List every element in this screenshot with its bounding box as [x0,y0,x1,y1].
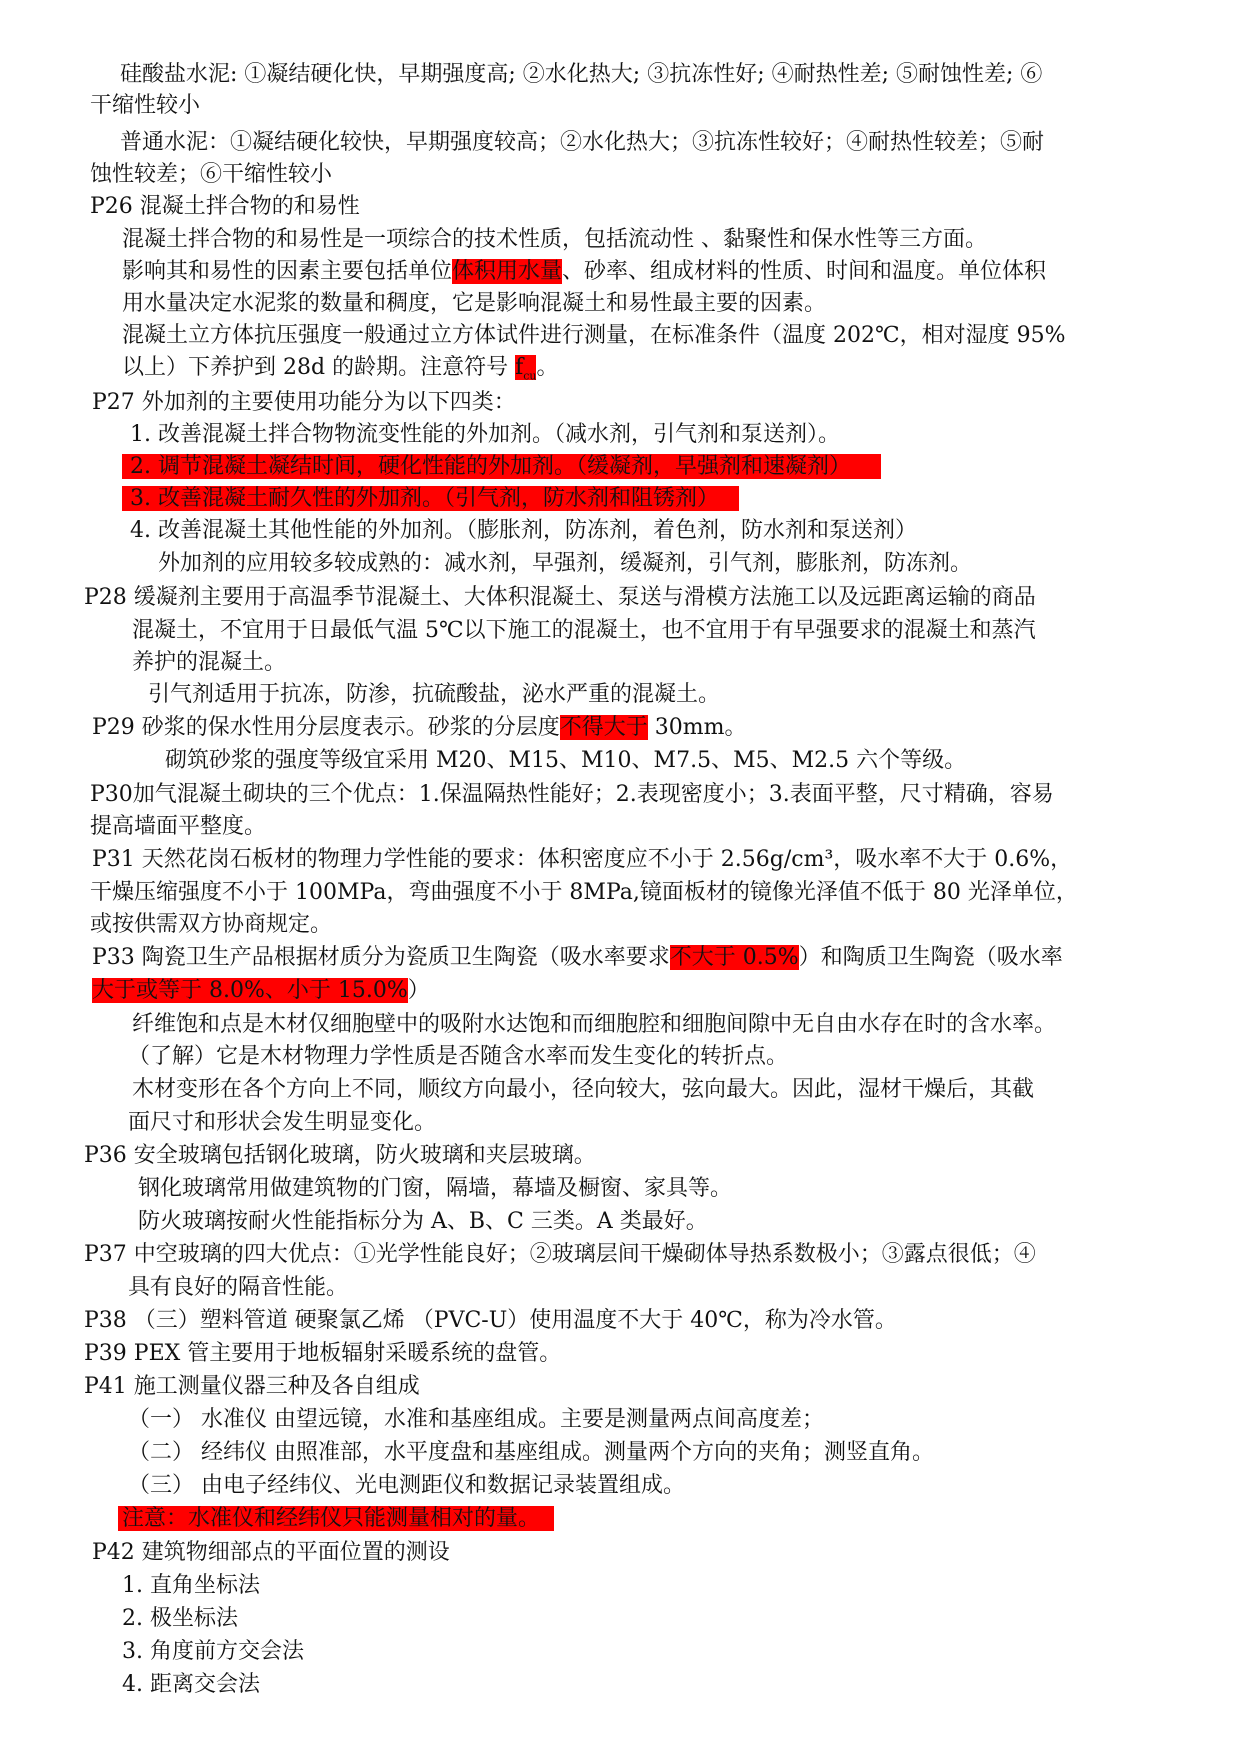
method-3: 3. 角度前方交会法 [122,1639,304,1664]
cement-line-1: 硅酸盐水泥: ①凝结硬化快，早期强度高; ②水化热大; ③抗冻性好; ④耐热性差; ⑤耐蚀性差; ⑥ [120,62,1043,87]
fireproof-glass-line: 防火玻璃按耐火性能指标分为 A、B、C 三类。A 类最好。 [138,1209,708,1234]
heading-p27: P27 外加剂的主要使用功能分为以下四类： [92,390,516,415]
highlight: 不大于 0.5% [669,945,799,970]
heading-p42: P42 建筑物细部点的平面位置的测设 [92,1540,450,1565]
admixture-item-4: 4. 改善混凝土其他性能的外加剂。（膨胀剂，防冻剂，着色剂，防水剂和泵送剂） [130,518,917,543]
instrument-3: （三） 由电子经纬仪、光电测距仪和数据记录装置组成。 [128,1473,685,1498]
ceramic-line-2: 大于或等于 8.0%、小于 15.0%） [92,978,430,1003]
heading-p30: P30加气混凝土砌块的三个优点：1.保温隔热性能好；2.表现密度小；3.表面平整，尺寸精确，容易 [90,782,1054,807]
workability-line-3: 用水量决定水泥浆的数量和稠度，它是影响混凝土和易性最主要的因素。 [122,291,827,316]
cement-line-2: 干缩性较小 [90,93,201,118]
heading-p28: P28 缓凝剂主要用于高温季节混凝土、大体积混凝土、泵送与滑模方法施工以及远距离运输的商品 [84,585,1036,610]
mortar-grades: 砌筑砂浆的强度等级宜采用 M20、M15、M10、M7.5、M5、M2.5 六个等级。 [165,748,967,773]
retarder-line-2: 混凝土，不宜用于日最低气温 5℃以下施工的混凝土，也不宜用于有早强要求的混凝土和蒸汽 [132,618,1036,643]
wood-deform-line-2: 面尺寸和形状会发生明显变化。 [128,1110,437,1135]
granite-line-2: 干燥压缩强度不小于 100MPa，弯曲强度不小于 8MPa,镜面板材的镜像光泽值不低于 80 光泽单位， [90,880,1078,905]
admixture-item-2: 2. 调节混凝土凝结时间，硬化性能的外加剂。（缓凝剂，早强剂和速凝剂） [122,452,881,482]
method-1: 1. 直角坐标法 [122,1573,260,1598]
air-entrainer-line: 引气剂适用于抗冻，防渗，抗硫酸盐，泌水严重的混凝土。 [148,682,721,707]
instrument-1: （一） 水准仪 由望远镜，水准和基座组成。主要是测量两点间高度差； [128,1407,824,1432]
instrument-2: （二） 经纬仪 由照准部，水平度盘和基座组成。测量两个方向的夹角；测竖直角。 [128,1440,934,1465]
tempered-glass-line: 钢化玻璃常用做建筑物的门窗，隔墙，幕墙及橱窗、家具等。 [138,1176,733,1201]
admixture-item-3: 3. 改善混凝土耐久性的外加剂。（引气剂，防水剂和阻锈剂） [122,484,739,514]
highlight: 不得大于 [559,715,648,740]
retarder-line-3: 养护的混凝土。 [132,650,287,675]
admixture-item-1: 1. 改善混凝土拌合物物流变性能的外加剂。（减水剂，引气剂和泵送剂）。 [130,422,840,447]
fiber-saturation-line-2: （了解）它是木材物理力学性质是否随含水率而发生变化的转折点。 [128,1044,789,1069]
wood-deform-line-1: 木材变形在各个方向上不同，顺纹方向最小，径向较大，弦向最大。因此，湿材干燥后，其截 [132,1077,1035,1102]
heading-p29: P29 砂浆的保水性用分层度表示。砂浆的分层度不得大于 30mm。 [92,715,747,740]
hollow-glass-line-2: 具有良好的隔音性能。 [128,1275,349,1300]
heading-p36: P36 安全玻璃包括钢化玻璃，防火玻璃和夹层玻璃。 [84,1143,596,1168]
workability-line-1: 混凝土拌合物的和易性是一项综合的技术性质，包括流动性 、黏聚性和保水性等三方面。 [122,227,987,252]
heading-p41: P41 施工测量仪器三种及各自组成 [84,1374,420,1399]
workability-line-2: 影响其和易性的因素主要包括单位体积用水量、砂率、组成材料的性质、时间和温度。单位体积 [122,259,1047,284]
symbol-fcu: $f_{cu}$ [515,355,537,383]
granite-line-3: 或按供需双方协商规定。 [90,912,333,937]
highlight: 大于或等于 8.0%、小于 15.0% [92,978,408,1003]
aerated-line-2: 提高墙面平整度。 [90,814,267,839]
method-2: 2. 极坐标法 [122,1606,238,1631]
heading-p31: P31 天然花岗石板材的物理力学性能的要求：体积密度应不小于 2.56g/cm³，吸水率不大于 0.6%， [92,847,1073,872]
method-4: 4. 距离交会法 [122,1672,260,1697]
fiber-saturation-line-1: 纤维饱和点是木材仅细胞壁中的吸附水达饱和而细胞腔和细胞间隙中无自由水存在时的含水率。 [132,1012,1057,1037]
heading-p37: P37 中空玻璃的四大优点：①光学性能良好；②玻璃层间干燥砌体导热系数极小；③露点很低；④ [84,1242,1036,1267]
heading-p26: P26 混凝土拌合物的和易性 [90,194,360,219]
heading-p39: P39 PEX 管主要用于地板辐射采暖系统的盘管。 [84,1341,562,1366]
heading-p38: P38 （三）塑料管道 硬聚氯乙烯 （PVC-U）使用温度不大于 40℃，称为冷水管。 [84,1308,897,1333]
cement-line-3: 普通水泥：①凝结硬化较快，早期强度较高；②水化热大；③抗冻性较好；④耐热性较差；⑤耐 [120,130,1045,155]
highlight: 体积用水量 [452,259,563,284]
strength-line-2: 以上）下养护到 28d 的龄期。注意符号 $f_{cu}$。 [122,355,559,383]
cement-line-4: 蚀性较差；⑥干缩性较小 [90,162,333,187]
heading-p33: P33 陶瓷卫生产品根据材质分为瓷质卫生陶瓷（吸水率要求不大于 0.5%）和陶质卫生陶瓷（吸水率 [92,945,1063,970]
note-line: 注意：水准仪和经纬仪只能测量相对的量。 [118,1504,554,1534]
admixture-common: 外加剂的应用较多较成熟的：减水剂，早强剂，缓凝剂，引气剂，膨胀剂，防冻剂。 [158,551,973,576]
strength-line-1: 混凝土立方体抗压强度一般通过立方体试件进行测量，在标准条件（温度 202℃，相对湿度 95% [122,323,1066,348]
